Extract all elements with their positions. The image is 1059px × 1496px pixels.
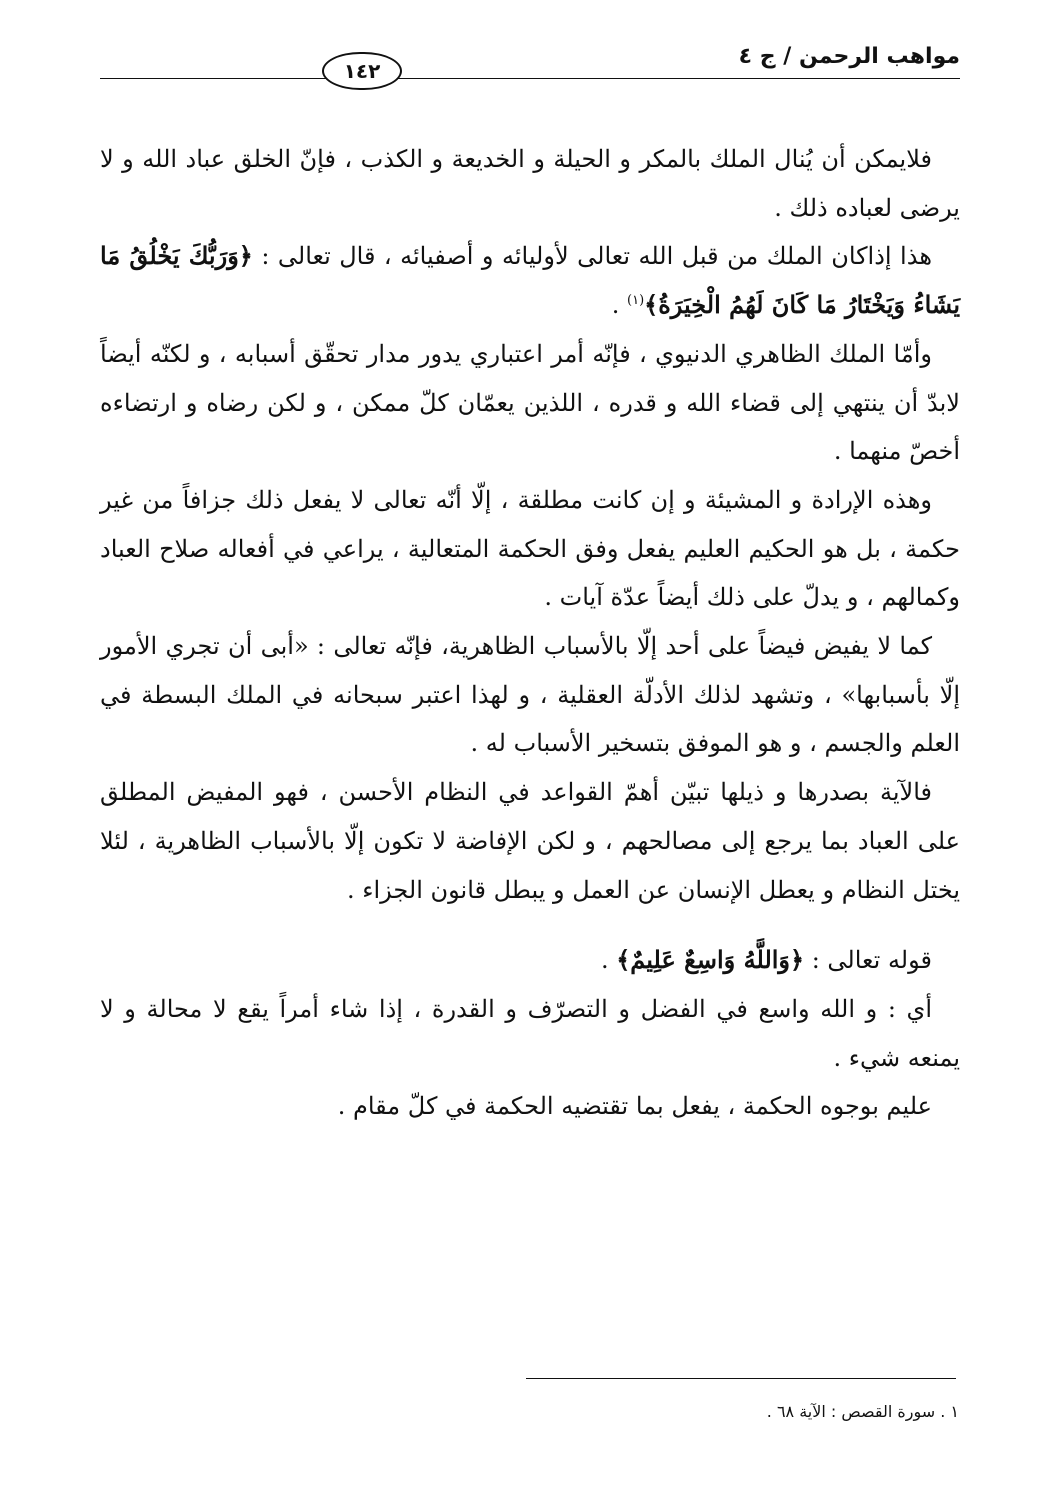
paragraph-2: [100, 232, 960, 329]
paragraph-3: وأمّا الملك الظاهري الدنيوي ، فإنّه أمر اعتباري يدور مدار تحقّق أسبابه ، و لكنّه أيضاً لابدّ أن ينتهي إلى قضاء الله و قدره ، اللذين يعمّان كلّ ممكن ، و لكن رضاه و ارتضاءه أخصّ منهما .: [100, 339, 960, 466]
section-gap: [100, 914, 960, 936]
paragraph-7-end: .: [600, 946, 617, 975]
paragraph-2-end: .: [611, 291, 628, 320]
paragraph-4: وهذه الإرادة و المشيئة و إن كانت مطلقة ، إلّا أنّه تعالى لا يفعل ذلك جزافاً من غير حكمة ، بل هو الحكيم العليم يفعل وفق الحكمة المتعالية ، يراعي في أفعاله صلاح العباد وكمالهم ، و يدلّ على ذلك أيضاً عدّة آيات .: [100, 485, 961, 612]
paragraph-9: عليم بوجوه الحكمة ، يفعل بما تقتضيه الحكمة في كلّ مقام .: [337, 1092, 932, 1121]
paragraph-8: أي : و الله واسع في الفضل و التصرّف و القدرة ، إذا شاء أمراً يقع لا محالة و لا يمنعه شيء .: [100, 994, 960, 1072]
paragraph-1: فلايمكن أن يُنال الملك بالمكر و الحيلة و الخديعة و الكذب ، فإنّ الخلق عباد الله و لا يرضى لعباده ذلك .: [100, 145, 960, 222]
page-body: [100, 135, 960, 1131]
paragraph-5: كما لا يفيض فيضاً على أحد إلّا بالأسباب الظاهرية، فإنّه تعالى : «أبى أن تجري الأمور إلّا بأسبابها» ، وتشهد لذلك الأدلّة العقلية ، و لهذا اعتبر سبحانه في الملك البسطة في العلم والجسم ، و هو الموفق بتسخير الأسباب له .: [100, 632, 960, 758]
page-number: ١٤٢: [322, 52, 402, 90]
page-header: [100, 38, 960, 88]
header-rule: [100, 78, 960, 79]
footnote: ١ . سورة القصص : الآية ٦٨ .: [766, 1402, 959, 1421]
paragraph-6: فالآية بصدرها و ذيلها تبيّن أهمّ القواعد في النظام الأحسن ، فهو المفيض المطلق على العباد بما يرجع إلى مصالحهم ، و لكن الإفاضة لا تكون إلّا بالأسباب الظاهرية ، لئلا يختل النظام و يعطل الإنسان عن العمل و يبطل قانون الجزاء .: [100, 778, 960, 904]
footnote-reference: (١): [627, 293, 645, 309]
footnote-rule: [526, 1378, 956, 1379]
quran-verse: ﴿وَرَبُّكَ يَخْلُقُ مَا يَشَاءُ وَيَخْتَارُ مَا كَانَ لَهُمُ الْخِيَرَةُ﴾: [100, 241, 960, 320]
paragraph-7-intro: قوله تعالى :: [804, 946, 932, 975]
running-title: مواهب الرحمن / ج ٤: [738, 44, 960, 69]
quran-verse-2: ﴿وَاللَّهُ وَاسِعٌ عَلِيمٌ﴾: [616, 945, 805, 975]
paragraph-2-intro: هذا إذاكان الملك من قبل الله تعالى لأوليائه و أصفيائه ، قال تعالى :: [252, 242, 932, 271]
paragraph-7: [100, 936, 960, 985]
